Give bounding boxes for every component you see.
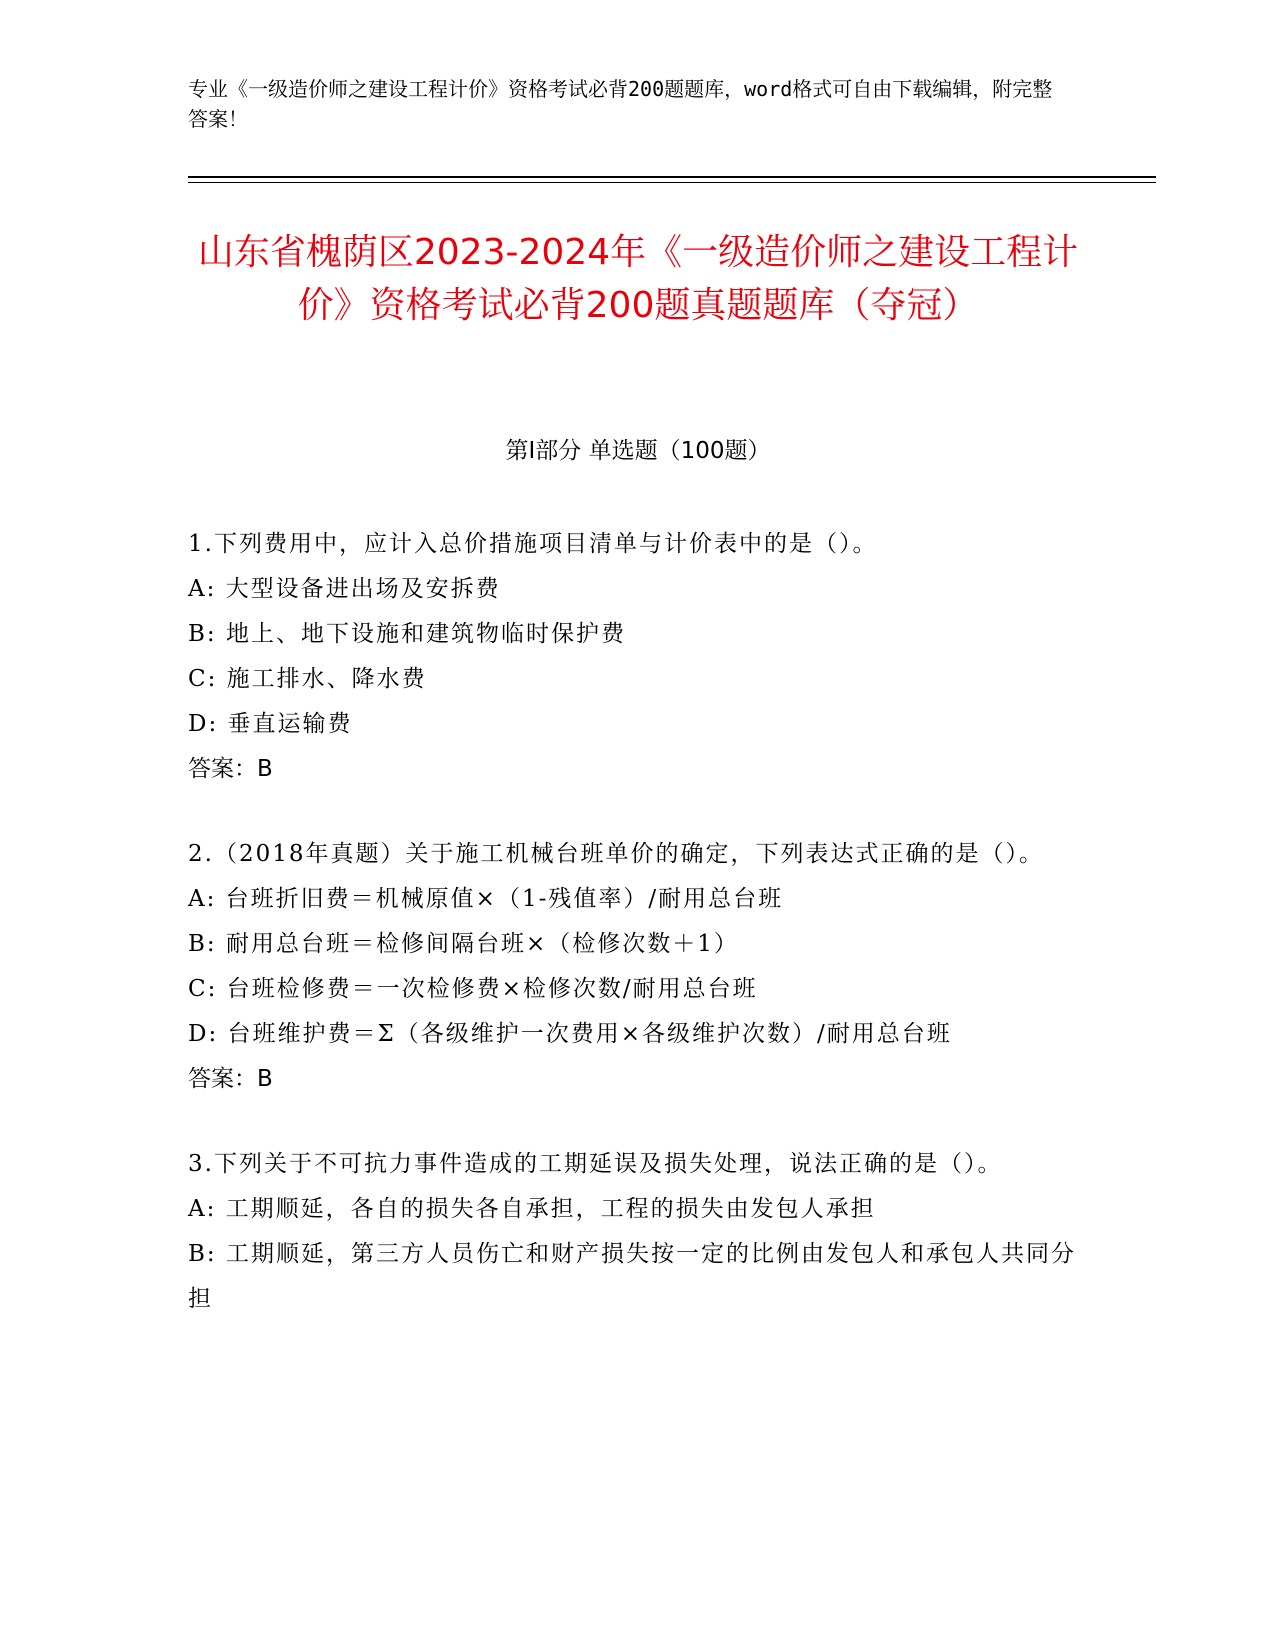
question-stem: 2.（2018年真题）关于施工机械台班单价的确定，下列表达式正确的是（）。 [188, 841, 1044, 867]
question-2 [188, 832, 1078, 1102]
option-b: B: 耐用总台班＝检修间隔台班×（检修次数＋1） [188, 931, 739, 957]
document-title: 山东省槐荫区2023-2024年《一级造价师之建设工程计价》资格考试必背200题真题题库（夺冠） [197, 232, 1079, 326]
answer: 答案：B [188, 1066, 273, 1092]
header-note: 专业《一级造价师之建设工程计价》资格考试必背200题题库，word格式可自由下载编辑，附完整答案！ [188, 77, 1053, 131]
option-a: A: 工期顺延，各自的损失各自承担，工程的损失由发包人承担 [188, 1196, 876, 1222]
answer: 答案：B [188, 756, 273, 782]
header-divider-thin [188, 182, 1156, 183]
option-a: A: 大型设备进出场及安拆费 [188, 576, 501, 602]
question-stem: 1.下列费用中，应计入总价措施项目清单与计价表中的是（）。 [188, 531, 878, 557]
question-list [188, 522, 1078, 1362]
header-divider-thick [188, 176, 1156, 178]
option-c: C: 施工排水、降水费 [188, 666, 427, 692]
question-1 [188, 522, 1078, 792]
option-a: A: 台班折旧费＝机械原值×（1-残值率）/耐用总台班 [188, 886, 784, 912]
option-d: D: 垂直运输费 [188, 711, 353, 737]
option-b: B: 工期顺延，第三方人员伤亡和财产损失按一定的比例由发包人和承包人共同分担 [188, 1241, 1076, 1312]
section-heading: 第I部分 单选题（100题） [505, 438, 771, 464]
option-d: D: 台班维护费＝Σ（各级维护一次费用×各级维护次数）/耐用总台班 [188, 1021, 952, 1047]
question-3 [188, 1142, 1078, 1322]
question-stem: 3.下列关于不可抗力事件造成的工期延误及损失处理，说法正确的是（）。 [188, 1151, 1003, 1177]
option-c: C: 台班检修费＝一次检修费×检修次数/耐用总台班 [188, 976, 758, 1002]
option-b: B: 地上、地下设施和建筑物临时保护费 [188, 621, 626, 647]
